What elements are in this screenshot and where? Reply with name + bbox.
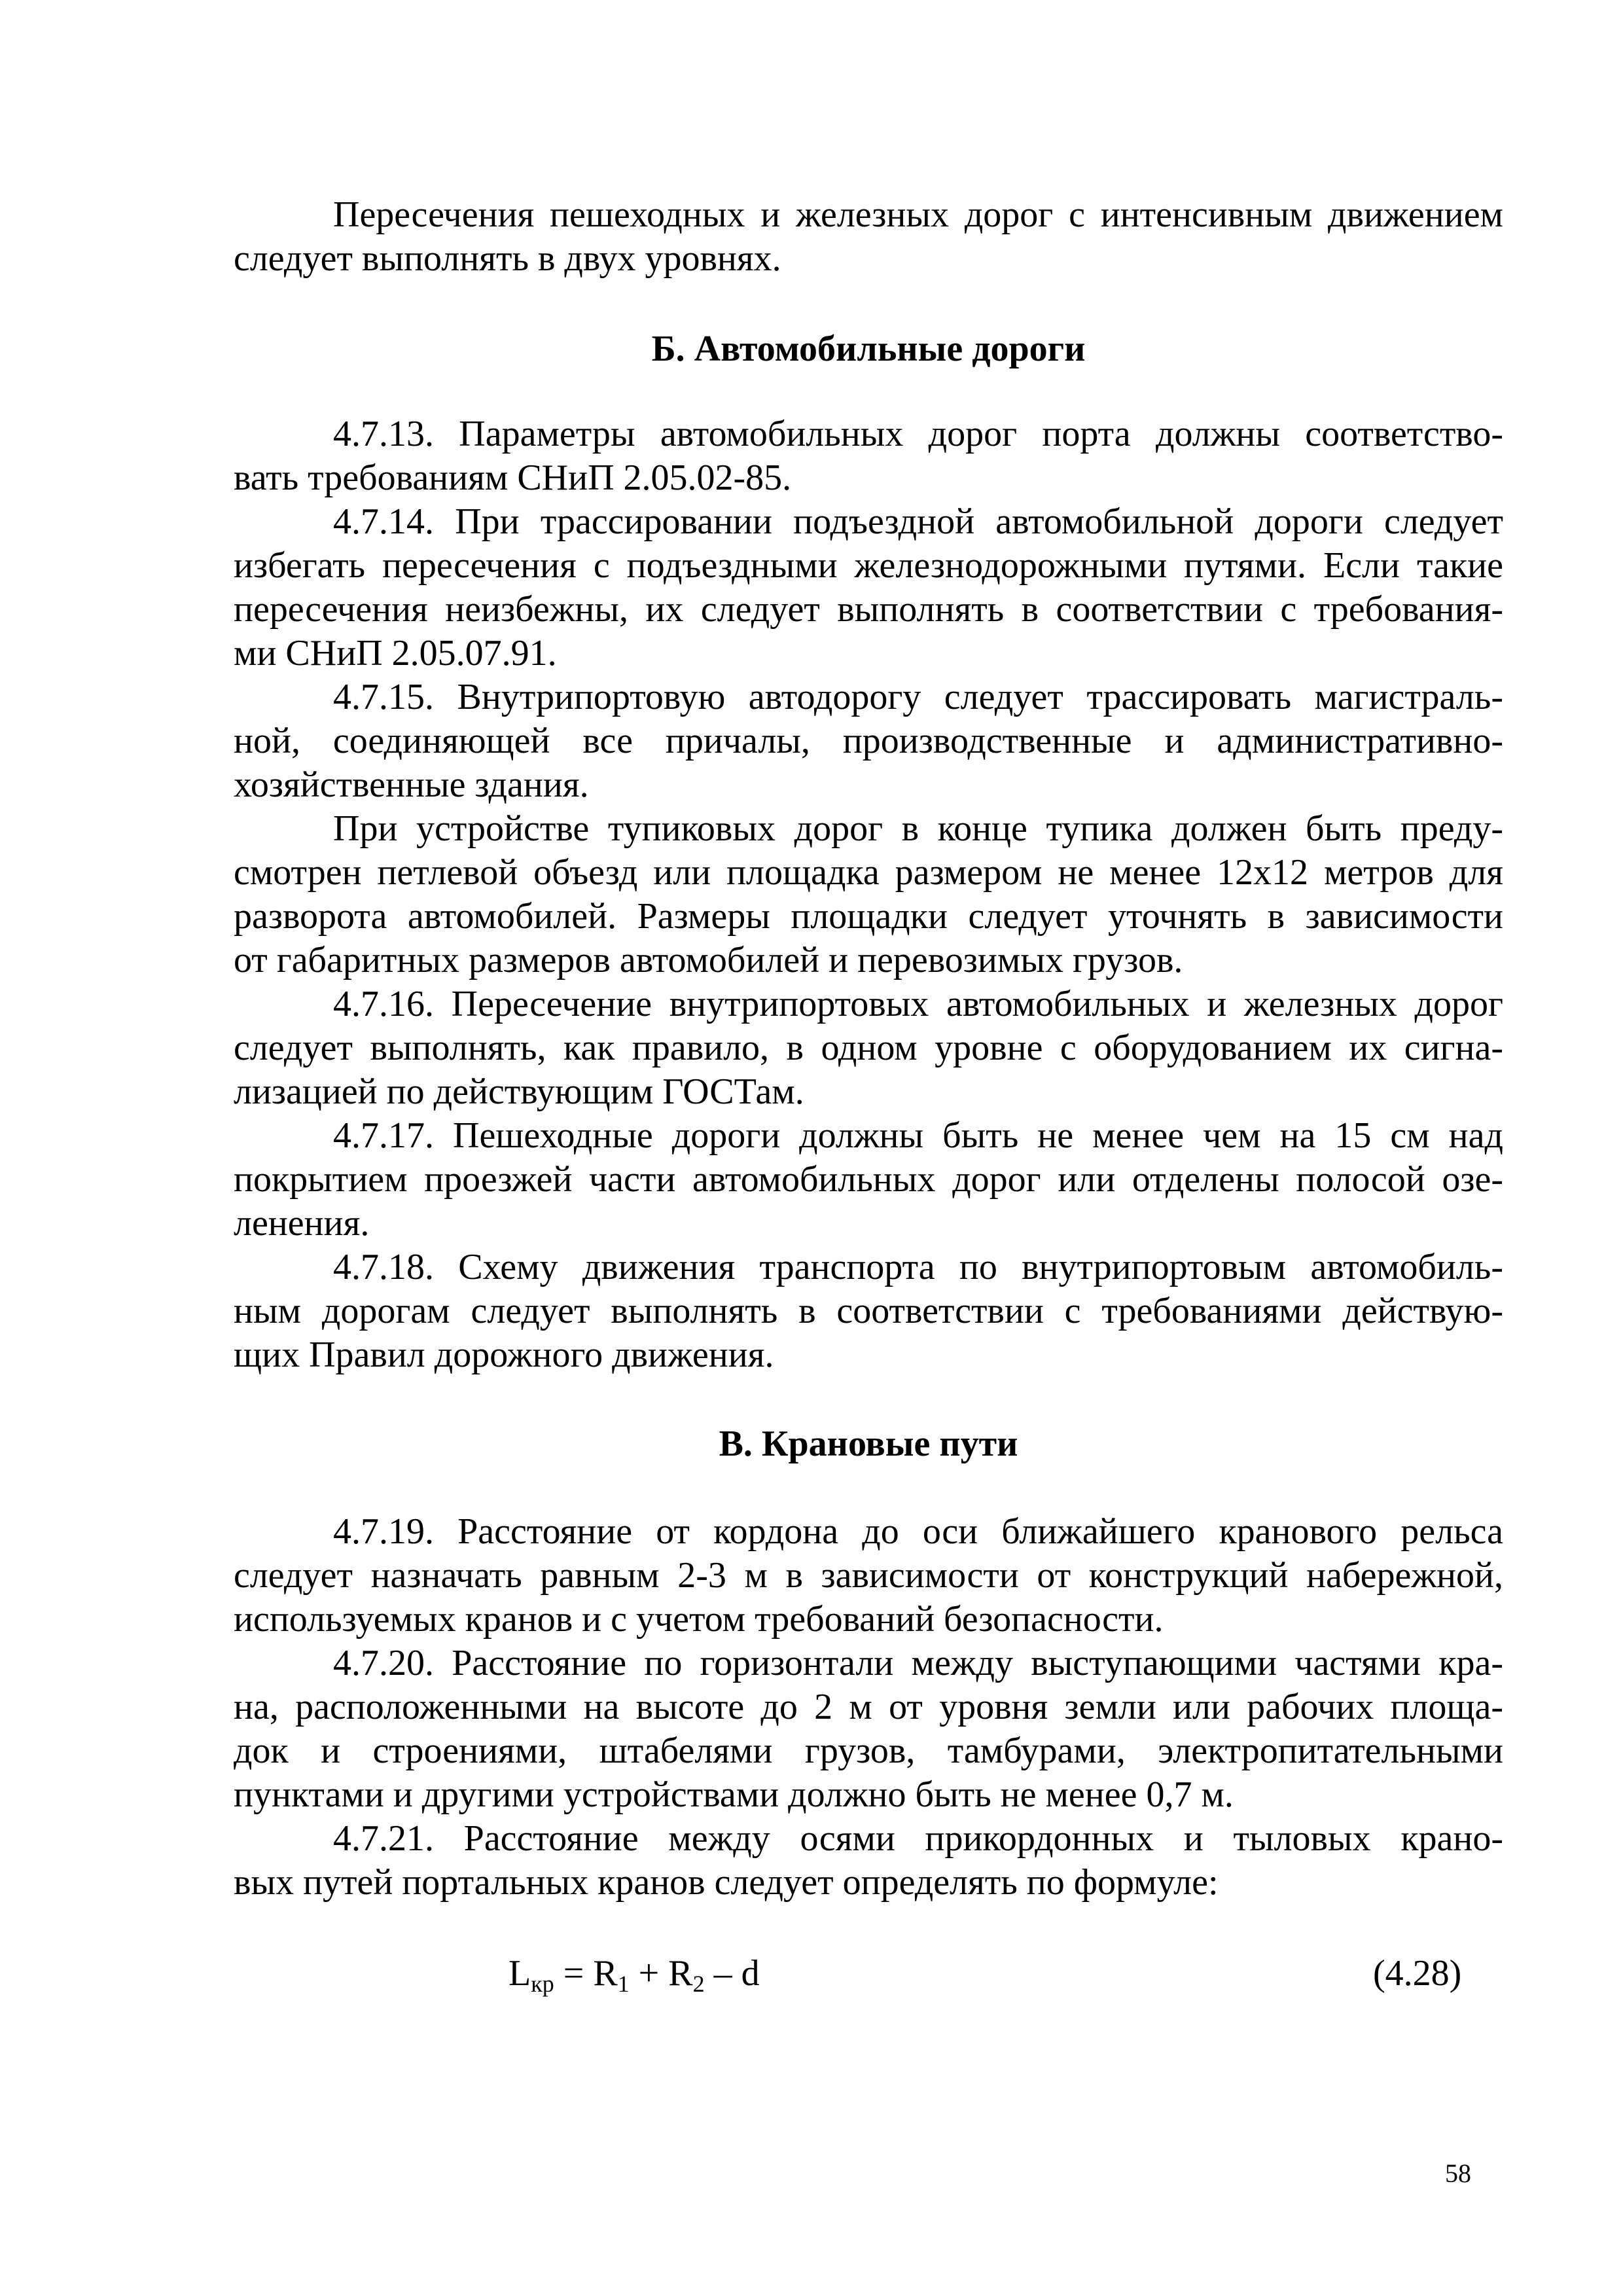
- paragraph-line: на, расположенными на высоте до 2 м от уровня земли или рабочих площа-: [234, 1687, 1503, 1727]
- page-number: 58: [1445, 2159, 1471, 2188]
- paragraph-line: 4.7.15. Внутрипортовую автодорогу следует трассировать магистраль-: [333, 677, 1503, 717]
- paragraph-line: следует выполнять, как правило, в одном уровне с оборудованием их сигна-: [234, 1028, 1503, 1068]
- paragraph-line: щих Правил дорожного движения.: [234, 1335, 774, 1375]
- formula-r1: R: [593, 1953, 618, 1994]
- paragraph-line: 4.7.14. При трассировании подъездной автомобильной дороги следует: [333, 501, 1503, 542]
- paragraph-line: 4.7.17. Пешеходные дороги должны быть не менее чем на 15 см над: [333, 1115, 1503, 1156]
- formula-r2: R: [668, 1953, 693, 1994]
- paragraph-line: 4.7.19. Расстояние от кордона до оси ближайшего кранового рельса: [333, 1511, 1503, 1552]
- formula-minus-d: – d: [704, 1953, 760, 1994]
- formula-l: L: [508, 1953, 531, 1994]
- section-heading-roads: Б. Автомобильные дороги: [651, 329, 1086, 369]
- paragraph-line: хозяйственные здания.: [234, 764, 589, 805]
- paragraph-line: 4.7.16. Пересечение внутрипортовых автомобильных и железных дорог: [333, 984, 1503, 1024]
- paragraph-line: пересечения неизбежны, их следует выполнять в соответствии с требования-: [234, 589, 1503, 630]
- paragraph-line: следует назначать равным 2-3 м в зависимости от конструкций набережной,: [234, 1555, 1503, 1596]
- paragraph-line: вых путей портальных кранов следует определять по формуле:: [234, 1862, 1219, 1903]
- paragraph-line: док и строениями, штабелями грузов, тамбурами, электропитательными: [234, 1731, 1503, 1771]
- formula-r1-sub: 1: [617, 1971, 630, 1997]
- section-crane-tracks-body: [234, 1510, 1503, 1905]
- paragraph-line: При устройстве тупиковых дорог в конце тупика должен быть преду-: [333, 808, 1503, 849]
- formula-l-sub: кр: [531, 1971, 554, 1997]
- paragraph-line: вать требованиям СНиП 2.05.02-85.: [234, 457, 792, 498]
- equation-number: (4.28): [1373, 1953, 1462, 1994]
- paragraph-line: используемых кранов и с учетом требований безопасности.: [234, 1599, 1164, 1640]
- paragraph-line: ми СНиП 2.05.07.91.: [234, 633, 557, 673]
- section-heading-crane-tracks: В. Крановые пути: [719, 1424, 1018, 1464]
- paragraph-line: покрытием проезжей части автомобильных дорог или отделены полосой озе-: [234, 1159, 1503, 1200]
- paragraph-line: 4.7.20. Расстояние по горизонтали между выступающими частями кра-: [333, 1643, 1503, 1683]
- formula-r2-sub: 2: [692, 1971, 705, 1997]
- paragraph-line: ной, соединяющей все причалы, производственные и административно-: [234, 721, 1503, 761]
- section-roads-body: [234, 412, 1503, 1377]
- paragraph-line: лизацией по действующим ГОСТам.: [234, 1071, 804, 1112]
- formula-plus: +: [629, 1953, 669, 1994]
- paragraph-line: следует выполнять в двух уровнях.: [234, 238, 781, 279]
- formula: [508, 1952, 760, 2006]
- intro-paragraph: [234, 193, 1503, 281]
- paragraph-line: ным дорогам следует выполнять в соответствии с требованиями действую-: [234, 1291, 1503, 1331]
- paragraph-line: смотрен петлевой объезд или площадка размером не менее 12х12 метров для: [234, 852, 1503, 893]
- paragraph-line: 4.7.21. Расстояние между осями прикордонных и тыловых крано-: [333, 1818, 1503, 1859]
- paragraph-line: ленения.: [234, 1203, 370, 1244]
- paragraph-line: избегать пересечения с подъездными железнодорожными путями. Если такие: [234, 545, 1503, 586]
- paragraph-line: Пересечения пешеходных и железных дорог с интенсивным движением: [333, 194, 1503, 235]
- paragraph-line: 4.7.13. Параметры автомобильных дорог порта должны соответство-: [333, 414, 1503, 454]
- formula-eq: =: [554, 1953, 594, 1994]
- paragraph-line: разворота автомобилей. Размеры площадки следует уточнять в зависимости: [234, 896, 1503, 937]
- paragraph-line: от габаритных размеров автомобилей и перевозимых грузов.: [234, 940, 1183, 980]
- paragraph-line: пунктами и другими устройствами должно быть не менее 0,7 м.: [234, 1774, 1234, 1815]
- paragraph-line: 4.7.18. Схему движения транспорта по внутрипортовым автомобиль-: [333, 1247, 1503, 1287]
